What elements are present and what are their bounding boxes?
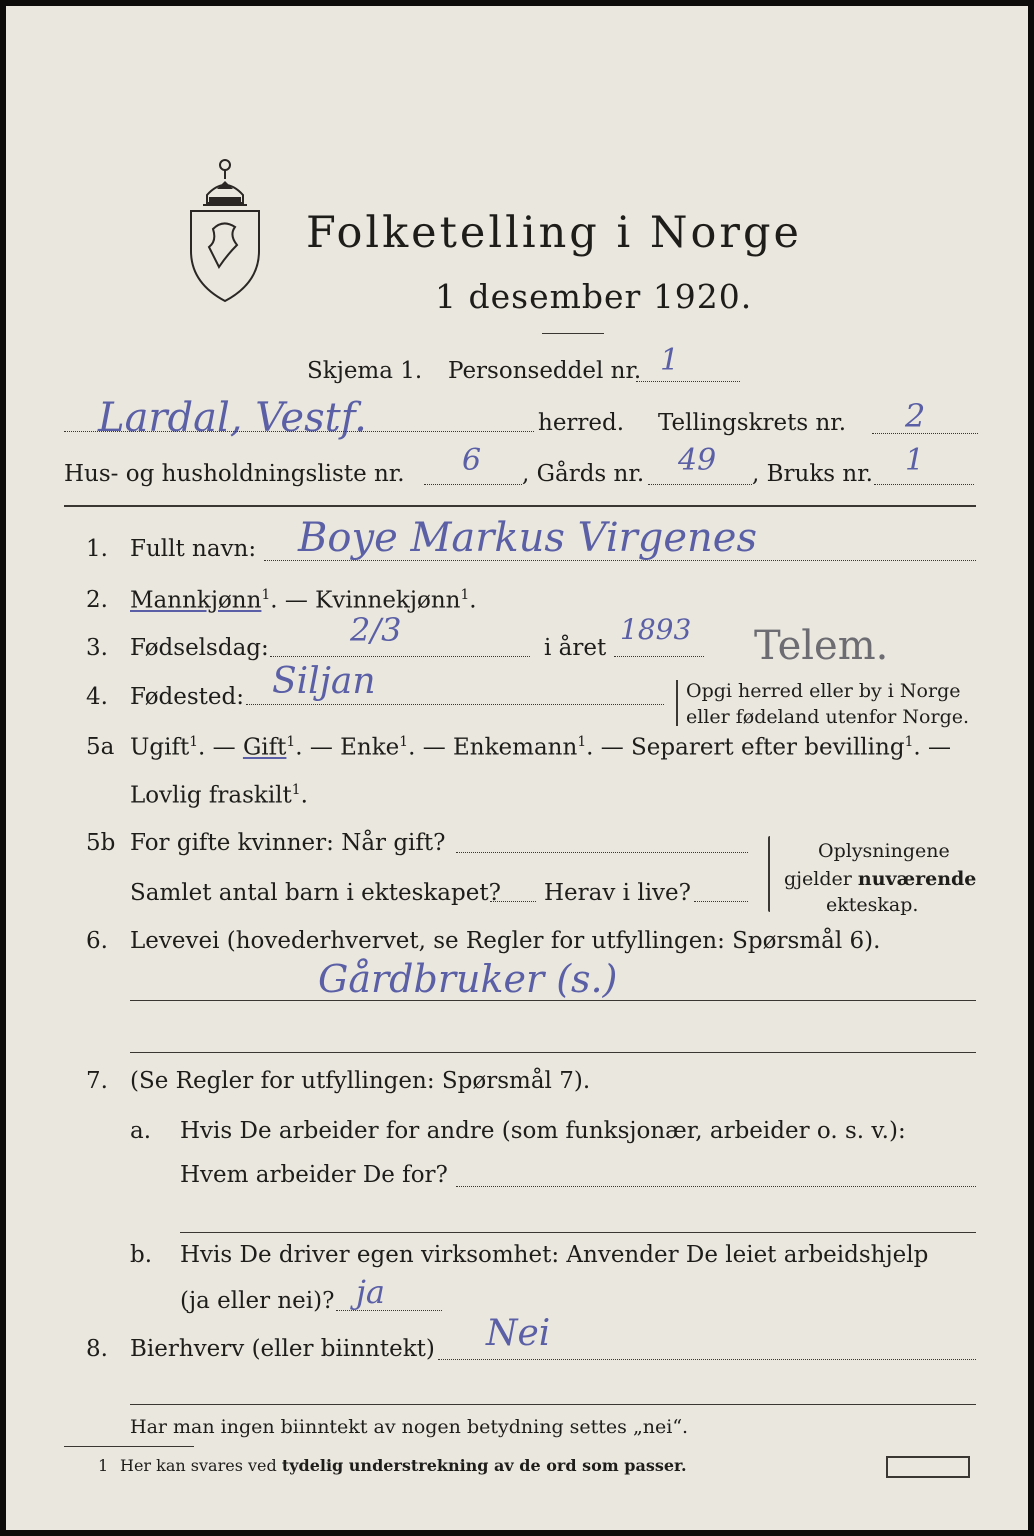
side-income-value[interactable]: Nei <box>486 1313 551 1354</box>
full-name-label: Fullt navn: <box>130 536 257 562</box>
tellingskrets-line <box>872 433 978 434</box>
bruks-value[interactable]: 1 <box>905 443 925 478</box>
side-income-label: Bierhverv (eller biinntekt) <box>130 1336 435 1362</box>
herred-label: herred. <box>538 410 625 436</box>
tellingskrets-label: Tellingskrets nr. <box>658 410 847 436</box>
employer-question: Hvis De arbeider for andre (som funksjonær, arbeider o. s. v.): <box>180 1118 906 1144</box>
q7-number: 7. <box>86 1068 108 1094</box>
children-count-line[interactable] <box>490 901 536 902</box>
birthdate-label: Fødselsdag: <box>130 635 269 661</box>
side-income-line-2[interactable] <box>130 1404 976 1405</box>
q6-number: 6. <box>86 928 108 954</box>
full-name-value[interactable]: Boye Markus Virgenes <box>298 515 757 561</box>
hired-help-value[interactable]: ja <box>356 1273 385 1311</box>
birthyear-line <box>614 656 704 657</box>
q8-number: 8. <box>86 1336 108 1362</box>
birthplace-label: Fødested: <box>130 684 245 710</box>
hired-help-question: Hvis De driver egen virksomhet: Anvender De leiet arbeidshjelp <box>180 1242 929 1268</box>
divorced-option[interactable]: Lovlig fraskilt$^1$. <box>130 782 308 809</box>
q5b-number: 5b <box>86 830 116 856</box>
q1-number: 1. <box>86 536 108 562</box>
married-option[interactable]: Gift <box>242 734 287 761</box>
employer-label: Hvem arbeider De for? <box>180 1162 448 1188</box>
q3-number: 3. <box>86 635 108 661</box>
header-divider <box>64 505 976 507</box>
gards-line <box>648 484 752 485</box>
occupation-value[interactable]: Gårdbruker (s.) <box>318 957 618 1001</box>
unmarried-option[interactable]: Ugift <box>130 734 190 761</box>
q7-label: (Se Regler for utfyllingen: Spørsmål 7). <box>130 1068 591 1094</box>
birthplace-note-1: Opgi herred eller by i Norge <box>686 680 961 702</box>
census-date: 1 desember 1920. <box>435 277 753 316</box>
husholdningsliste-line <box>424 484 522 485</box>
footnote-text: Her kan svares ved tydelig understrekning av de ord som passer. <box>120 1456 687 1475</box>
husholdningsliste-label: Hus- og husholdningsliste nr. <box>64 461 405 487</box>
separated-option[interactable]: . — Separert efter bevilling <box>586 734 905 761</box>
birthyear-label: i året <box>544 635 607 661</box>
children-count-label: Samlet antal barn i ekteskapet? <box>130 880 501 906</box>
birthplace-note-2: eller fødeland utenfor Norge. <box>686 706 970 728</box>
q4-number: 4. <box>86 684 108 710</box>
male-option[interactable]: Mannkjønn <box>130 587 262 614</box>
birthyear-value[interactable]: 1893 <box>620 613 692 646</box>
gards-label: , Gårds nr. <box>522 461 645 487</box>
husholdningsliste-value[interactable]: 6 <box>462 443 482 478</box>
title-divider <box>542 333 604 334</box>
footnote-divider <box>64 1446 194 1447</box>
bruks-line <box>874 484 974 485</box>
hired-help-label: (ja eller nei)? <box>180 1288 335 1314</box>
children-alive-line[interactable] <box>694 901 748 902</box>
herred-value[interactable]: Lardal, Vestf. <box>98 395 367 441</box>
coat-of-arms-icon <box>183 155 267 303</box>
hired-help-line <box>336 1310 442 1311</box>
side-income-line <box>438 1359 976 1360</box>
tellingskrets-value[interactable]: 2 <box>905 397 926 435</box>
marriage-note-3: ekteskap. <box>826 894 919 916</box>
q7a-number: a. <box>130 1118 152 1144</box>
printer-stamp-icon <box>886 1456 970 1478</box>
occupation-label: Levevei (hovederhvervet, se Regler for utfyllingen: Spørsmål 6). <box>130 928 881 954</box>
married-when-line[interactable] <box>456 852 748 853</box>
q5a-number: 5a <box>86 734 115 760</box>
married-when-label: For gifte kvinner: Når gift? <box>130 830 446 856</box>
schema-label: Skjema 1. <box>307 358 423 384</box>
occupation-line-1 <box>130 1000 976 1001</box>
footnote-mark: 1 <box>98 1456 109 1475</box>
widow-option[interactable]: . — Enke <box>295 734 400 761</box>
birthdate-value[interactable]: 2/3 <box>350 611 402 649</box>
occupation-line-2[interactable] <box>130 1052 976 1053</box>
marriage-note-brace <box>768 836 770 912</box>
gender-options: Mannkjønn$^1$. — Kvinnekjønn$^1$. <box>130 587 477 614</box>
birthplace-note-brace <box>676 680 678 726</box>
personseddel-label: Personseddel nr. <box>448 358 642 384</box>
marriage-note-1: Oplysningene <box>818 840 950 862</box>
herred-line <box>64 431 534 432</box>
birthplace-value[interactable]: Siljan <box>272 661 376 702</box>
widower-option[interactable]: . — Enkemann <box>408 734 578 761</box>
side-income-note: Har man ingen biinntekt av nogen betydning settes „nei“. <box>130 1416 689 1438</box>
children-alive-label: Herav i live? <box>544 880 691 906</box>
birthdate-line <box>270 656 530 657</box>
employer-line[interactable] <box>456 1186 976 1187</box>
marriage-note-2: gjelder nuværende <box>784 868 977 890</box>
gards-value[interactable]: 49 <box>678 443 717 478</box>
form-title: Folketelling i Norge <box>306 208 802 258</box>
birthplace-region-note: Telem. <box>754 623 889 669</box>
birthplace-line <box>246 704 664 705</box>
q7b-number: b. <box>130 1242 153 1268</box>
female-option[interactable]: Kvinnekjønn <box>315 587 461 614</box>
marital-status-options: Ugift$^1$. — Gift$^1$. — Enke$^1$. — Enkemann$^1$. — Separert efter bevilling$^1$. — <box>130 734 951 761</box>
personseddel-line <box>636 381 740 382</box>
employer-line-2[interactable] <box>180 1232 976 1233</box>
q2-number: 2. <box>86 587 108 613</box>
personseddel-value[interactable]: 1 <box>660 343 680 378</box>
bruks-label: , Bruks nr. <box>752 461 873 487</box>
